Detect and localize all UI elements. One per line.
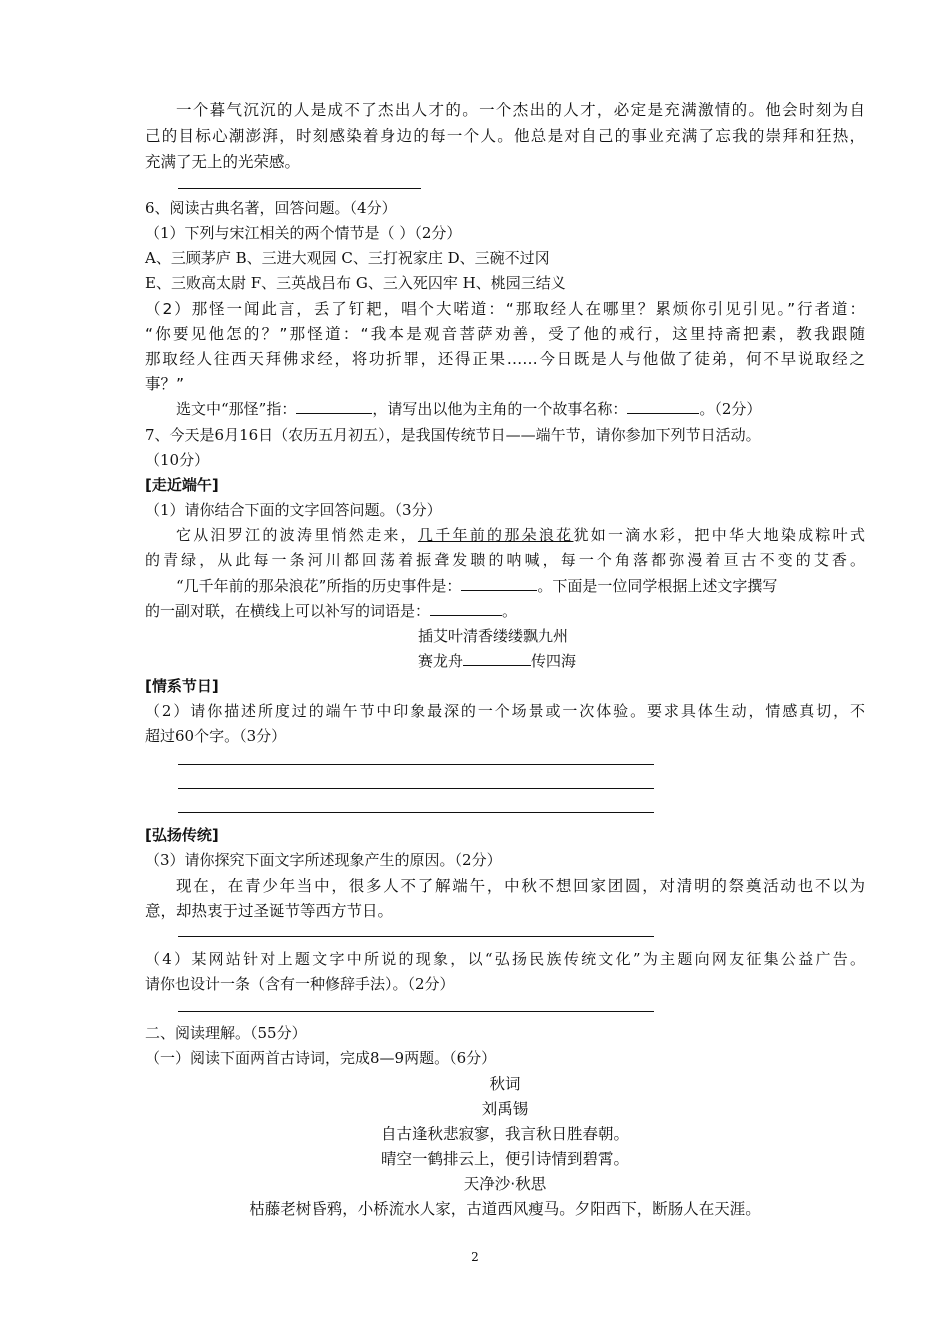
question-6-2-text: （2）那怪一闻此言，丢了钉耙，唱个大喏道：“那取经人在哪里？累烦你引见引见。”行者道： xyxy=(145,300,865,318)
question-6-title: 6、阅读古典名著，回答问题。（4分） xyxy=(145,199,397,217)
quoted-text xyxy=(176,523,865,547)
prompt-text: “几千年前的那朵浪花”所指的历史事件是： xyxy=(176,577,462,595)
prompt-text: 。下面是一位同学根据上述文字撰写 xyxy=(537,577,778,595)
question-7-2: （2）请你描述所度过的端午节中印象最深的一个场景或一次体验。要求具体生动，情感真切，不 xyxy=(145,702,865,720)
quoted-text: 的青绿，从此每一条河川都回荡着振聋发聩的呐喊，每一个角落都弥漫着亘古不变的艾香。 xyxy=(145,551,865,569)
poem-line: 晴空一鹤排云上，便引诗情到碧霄。 xyxy=(380,1150,629,1168)
passage-line: 充满了无上的光荣感。 xyxy=(145,153,301,171)
quoted-text-part: 犹如一滴水彩，把中华大地染成粽叶式 xyxy=(573,526,865,544)
question-7-4: （4）某网站针对上题文字中所说的现象，以“弘扬民族传统文化”为主题向网友征集公益广告。 xyxy=(145,950,865,968)
question-6-2-text: “你要见他怎的？”那怪道：“我本是观音菩萨劝善，受了他的戒行，这里持斋把素，教我跟随 xyxy=(145,325,865,343)
question-6-2-text: 事？” xyxy=(145,375,185,393)
prompt-text: 的一副对联，在横线上可以补写的词语是： xyxy=(145,602,431,620)
prompt-text: 。 xyxy=(502,602,518,620)
couplet-line: 插艾叶清香缕缕飘九州 xyxy=(418,627,569,645)
couplet-line xyxy=(418,649,718,673)
quoted-text: 现在，在青少年当中，很多人不了解端午，中秋不想回家团圆，对清明的祭奠活动也不以为 xyxy=(176,877,865,895)
question-7-4: 请你也设计一条（含有一种修辞手法）。（2分） xyxy=(145,975,455,993)
passage-line: 己的目标心潮澎湃，时刻感染着身边的每一个人。他总是对自己的事业充满了忘我的崇拜和狂热， xyxy=(145,127,865,145)
blank-field[interactable] xyxy=(461,576,537,591)
blank-field[interactable] xyxy=(296,399,372,414)
blank-field[interactable] xyxy=(430,601,502,616)
prompt-text: ，请写出以他为主角的一个故事名称： xyxy=(372,400,628,418)
poem-line: 自古逢秋悲寂寥，我言秋日胜春朝。 xyxy=(380,1125,629,1143)
passage-line: 一个暮气沉沉的人是成不了杰出人才的。一个杰出的人才，必定是充满激情的。他会时刻为自 xyxy=(176,101,865,119)
question-7-1-prompt xyxy=(145,599,865,623)
question-6-options: E、三败高太尉 F、三英战吕布 G、三入死囚牢 H、桃园三结义 xyxy=(145,274,566,292)
question-6-2-prompt xyxy=(176,397,865,421)
question-6-options: A、三顾茅庐 B、三进大观园 C、三打祝家庄 D、三碗不过冈 xyxy=(145,249,550,267)
blank-field[interactable] xyxy=(627,399,699,414)
page-number: 2 xyxy=(471,1250,479,1264)
poem-title: 秋词 xyxy=(489,1075,521,1093)
quoted-text-part: 它从汨罗江的波涛里悄然走来， xyxy=(176,526,418,544)
quoted-text: 意，却热衷于过圣诞节等西方节日。 xyxy=(145,902,394,920)
question-7-title: 7、今天是6月16日（农历五月初五），是我国传统节日——端午节，请你参加下列节日活动。 xyxy=(145,426,761,444)
couplet-text: 传四海 xyxy=(531,652,577,670)
answer-line[interactable] xyxy=(178,188,421,189)
answer-line[interactable] xyxy=(178,812,654,813)
poem-title: 天净沙·秋思 xyxy=(463,1175,547,1193)
section-heading: [走近端午] xyxy=(145,476,219,494)
prompt-text: 选文中“那怪”指： xyxy=(176,400,297,418)
answer-line[interactable] xyxy=(178,1011,654,1012)
couplet-text: 赛龙舟 xyxy=(418,652,464,670)
question-6-1: （1）下列与宋江相关的两个情节是（ ）（2分） xyxy=(145,224,462,242)
section-heading: [情系节日] xyxy=(145,677,219,695)
question-7-2: 超过60个字。（3分） xyxy=(145,727,287,745)
part-2-title: 二、阅读理解。（55分） xyxy=(145,1024,307,1042)
blank-field[interactable] xyxy=(463,651,531,666)
answer-line[interactable] xyxy=(178,788,654,789)
answer-line[interactable] xyxy=(178,936,654,937)
underlined-phrase: 几千年前的那朵浪花 xyxy=(417,526,574,544)
question-7-1-prompt xyxy=(176,574,865,598)
prompt-text: 。（2分） xyxy=(699,400,762,418)
poem-line: 枯藤老树昏鸦，小桥流水人家，古道西风瘦马。夕阳西下，断肠人在天涯。 xyxy=(249,1200,761,1218)
section-heading: [弘扬传统] xyxy=(145,826,219,844)
question-7-1: （1）请你结合下面的文字回答问题。（3分） xyxy=(145,501,442,519)
answer-line[interactable] xyxy=(178,764,654,765)
question-6-2-text: 那取经人往西天拜佛求经，将功折罪，还得正果……今日既是人与他做了徒弟，何不早说取经之 xyxy=(145,350,865,368)
question-7-3: （3）请你探究下面文字所述现象产生的原因。（2分） xyxy=(145,851,502,869)
question-7-title: （10分） xyxy=(145,451,210,469)
poem-author: 刘禹锡 xyxy=(481,1100,529,1118)
part-2-subtitle: （一）阅读下面两首古诗词，完成8—9两题。（6分） xyxy=(145,1049,497,1067)
